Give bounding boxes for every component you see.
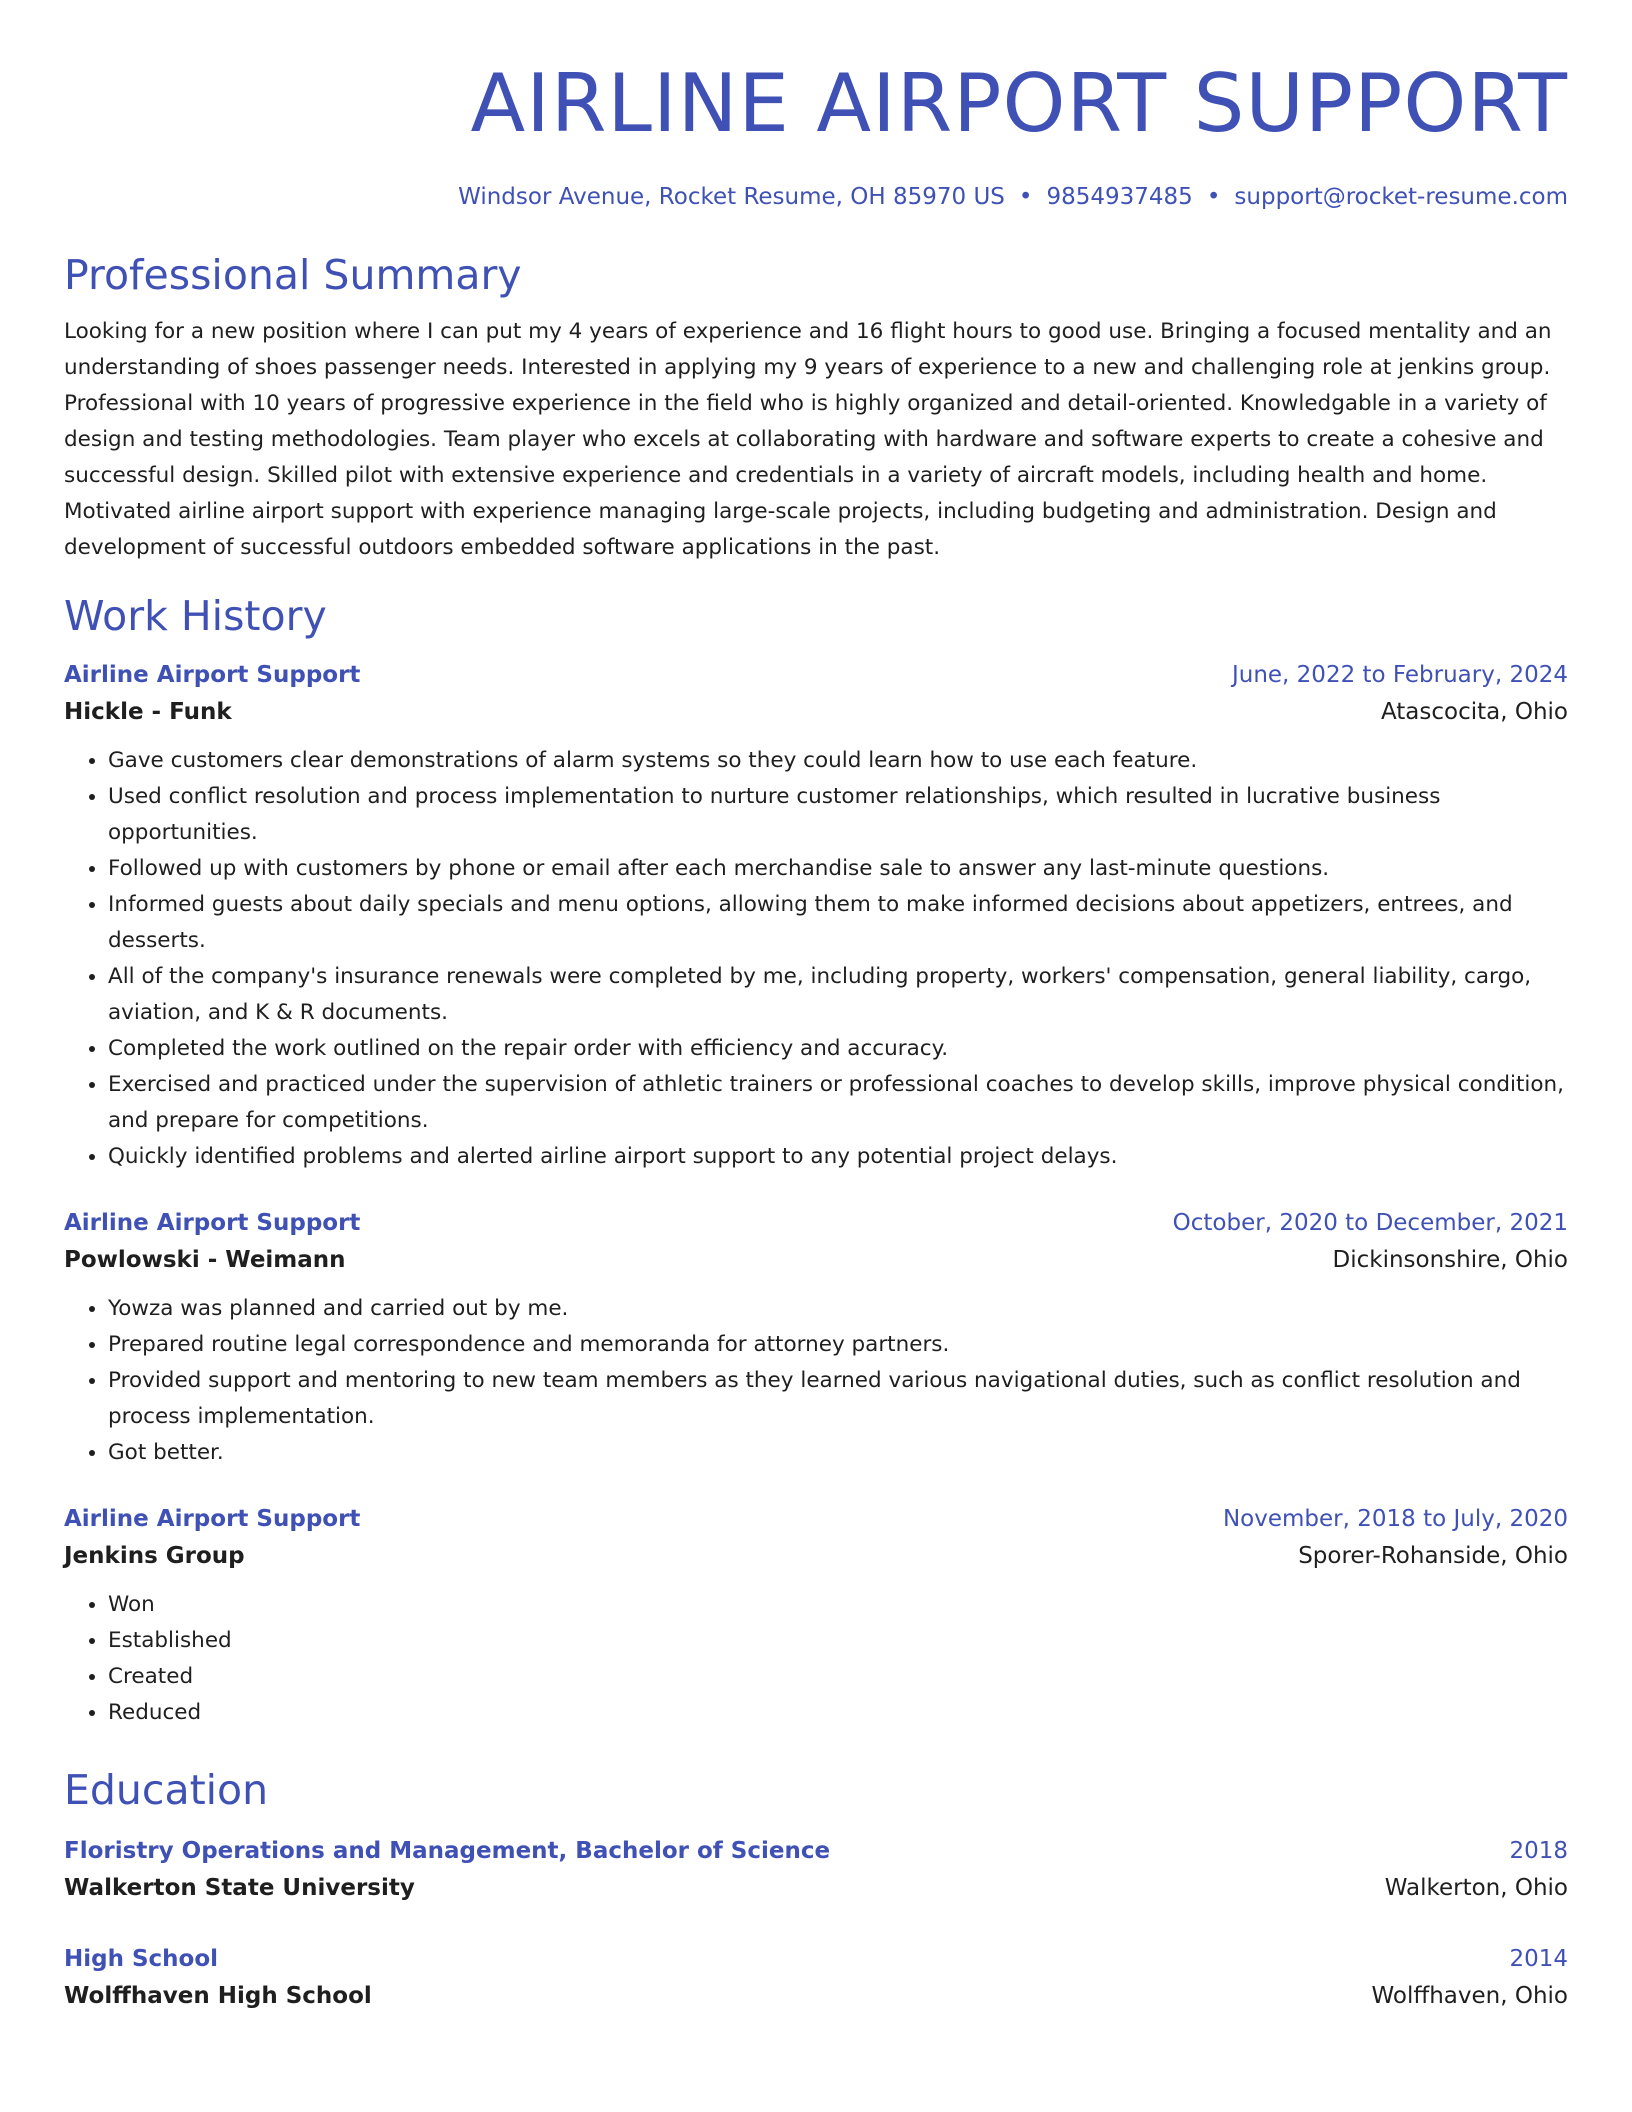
contact-email: support@rocket-resume.com: [1234, 184, 1568, 210]
job-bullets: [64, 743, 1568, 1175]
job-company: Jenkins Group: [64, 1543, 245, 1569]
section-title-work-history: Work History: [64, 592, 327, 640]
list-item: • Won: [108, 1587, 1568, 1623]
education-entry: [64, 1941, 1568, 2015]
list-item: • Gave customers clear demonstrations of alarm systems so they could learn how to use each feature.: [108, 743, 1568, 779]
job-company: Powlowski - Weimann: [64, 1247, 346, 1273]
job-entry: [64, 1501, 1568, 1731]
job-bullets: [64, 1291, 1568, 1471]
list-item: • Followed up with customers by phone or email after each merchandise sale to answer any last-minute questions.: [108, 851, 1568, 887]
job-dates: November, 2018 to July, 2020: [1222, 1506, 1568, 1532]
education-location: Wolffhaven, Ohio: [1371, 1983, 1568, 2009]
contact-separator: •: [1018, 184, 1033, 210]
list-item: • Created: [108, 1659, 1568, 1695]
list-item: • All of the company's insurance renewals were completed by me, including property, workers' compensation, general liability, cargo, aviation, and K & R documents.: [108, 959, 1568, 1031]
contact-address: Windsor Avenue, Rocket Resume, OH 85970 US: [458, 184, 1005, 210]
candidate-name: AIRLINE AIRPORT SUPPORT: [470, 57, 1568, 150]
list-item: • Used conflict resolution and process implementation to nurture customer relationships, which resulted in lucrative business opportunities.: [108, 779, 1568, 851]
job-location: Dickinsonshire, Ohio: [1332, 1247, 1568, 1273]
job-entry: [64, 1205, 1568, 1471]
contact-line: [64, 182, 1568, 212]
job-title: Airline Airport Support: [64, 662, 361, 688]
section-title-summary: Professional Summary: [64, 251, 522, 299]
list-item: • Completed the work outlined on the repair order with efficiency and accuracy.: [108, 1031, 1568, 1067]
education-school: Wolffhaven High School: [64, 1983, 372, 2009]
list-item: • Exercised and practiced under the supervision of athletic trainers or professional coaches to develop skills, improve physical condition, and prepare for competitions.: [108, 1067, 1568, 1139]
contact-phone: 9854937485: [1046, 184, 1193, 210]
list-item: • Got better.: [108, 1435, 1568, 1471]
list-item: • Established: [108, 1623, 1568, 1659]
list-item: • Provided support and mentoring to new team members as they learned various navigational duties, such as conflict resolution and process implementation.: [108, 1363, 1568, 1435]
job-dates: October, 2020 to December, 2021: [1172, 1210, 1568, 1236]
job-location: Sporer-Rohanside, Ohio: [1298, 1543, 1568, 1569]
job-entry: [64, 657, 1568, 1175]
summary-text: Looking for a new position where I can put my 4 years of experience and 16 flight hours to good use. Bringing a focused mentality and an understanding of shoes passenger needs. Interested in applying my 9 years of experience to a new and challenging role at jenkins group. Professional with 10 years of progressive experience in the field who is highly organized and detail-oriented. Knowledgable in a variety of design and testing methodologies. Team player who excels at collaborating with hardware and software experts to create a cohesive and successful design. Skilled pilot with extensive experience and credentials in a variety of aircraft models, including health and home. Motivated airline airport support with experience managing large-scale projects, including budgeting and administration. Design and development of successful outdoors embedded software applications in the past.: [64, 319, 1552, 560]
job-dates: June, 2022 to February, 2024: [1231, 662, 1568, 688]
resume-header: [64, 0, 1568, 212]
contact-separator: •: [1206, 184, 1221, 210]
education-year: 2018: [1509, 1838, 1568, 1864]
job-title: Airline Airport Support: [64, 1210, 361, 1236]
job-bullets: [64, 1587, 1568, 1731]
education-degree: Floristry Operations and Management, Bachelor of Science: [64, 1838, 831, 1864]
job-location: Atascocita, Ohio: [1380, 699, 1568, 725]
list-item: • Prepared routine legal correspondence and memoranda for attorney partners.: [108, 1327, 1568, 1363]
list-item: • Yowza was planned and carried out by me.: [108, 1291, 1568, 1327]
education-school: Walkerton State University: [64, 1875, 415, 1901]
education-location: Walkerton, Ohio: [1384, 1875, 1568, 1901]
section-title-education: Education: [64, 1766, 269, 1814]
list-item: • Reduced: [108, 1695, 1568, 1731]
education-degree: High School: [64, 1946, 219, 1972]
education-entry: [64, 1833, 1568, 1907]
education-year: 2014: [1509, 1946, 1568, 1972]
job-company: Hickle - Funk: [64, 699, 232, 725]
job-title: Airline Airport Support: [64, 1506, 361, 1532]
list-item: • Informed guests about daily specials and menu options, allowing them to make informed decisions about appetizers, entrees, and desserts.: [108, 887, 1568, 959]
list-item: • Quickly identified problems and alerted airline airport support to any potential project delays.: [108, 1139, 1568, 1175]
